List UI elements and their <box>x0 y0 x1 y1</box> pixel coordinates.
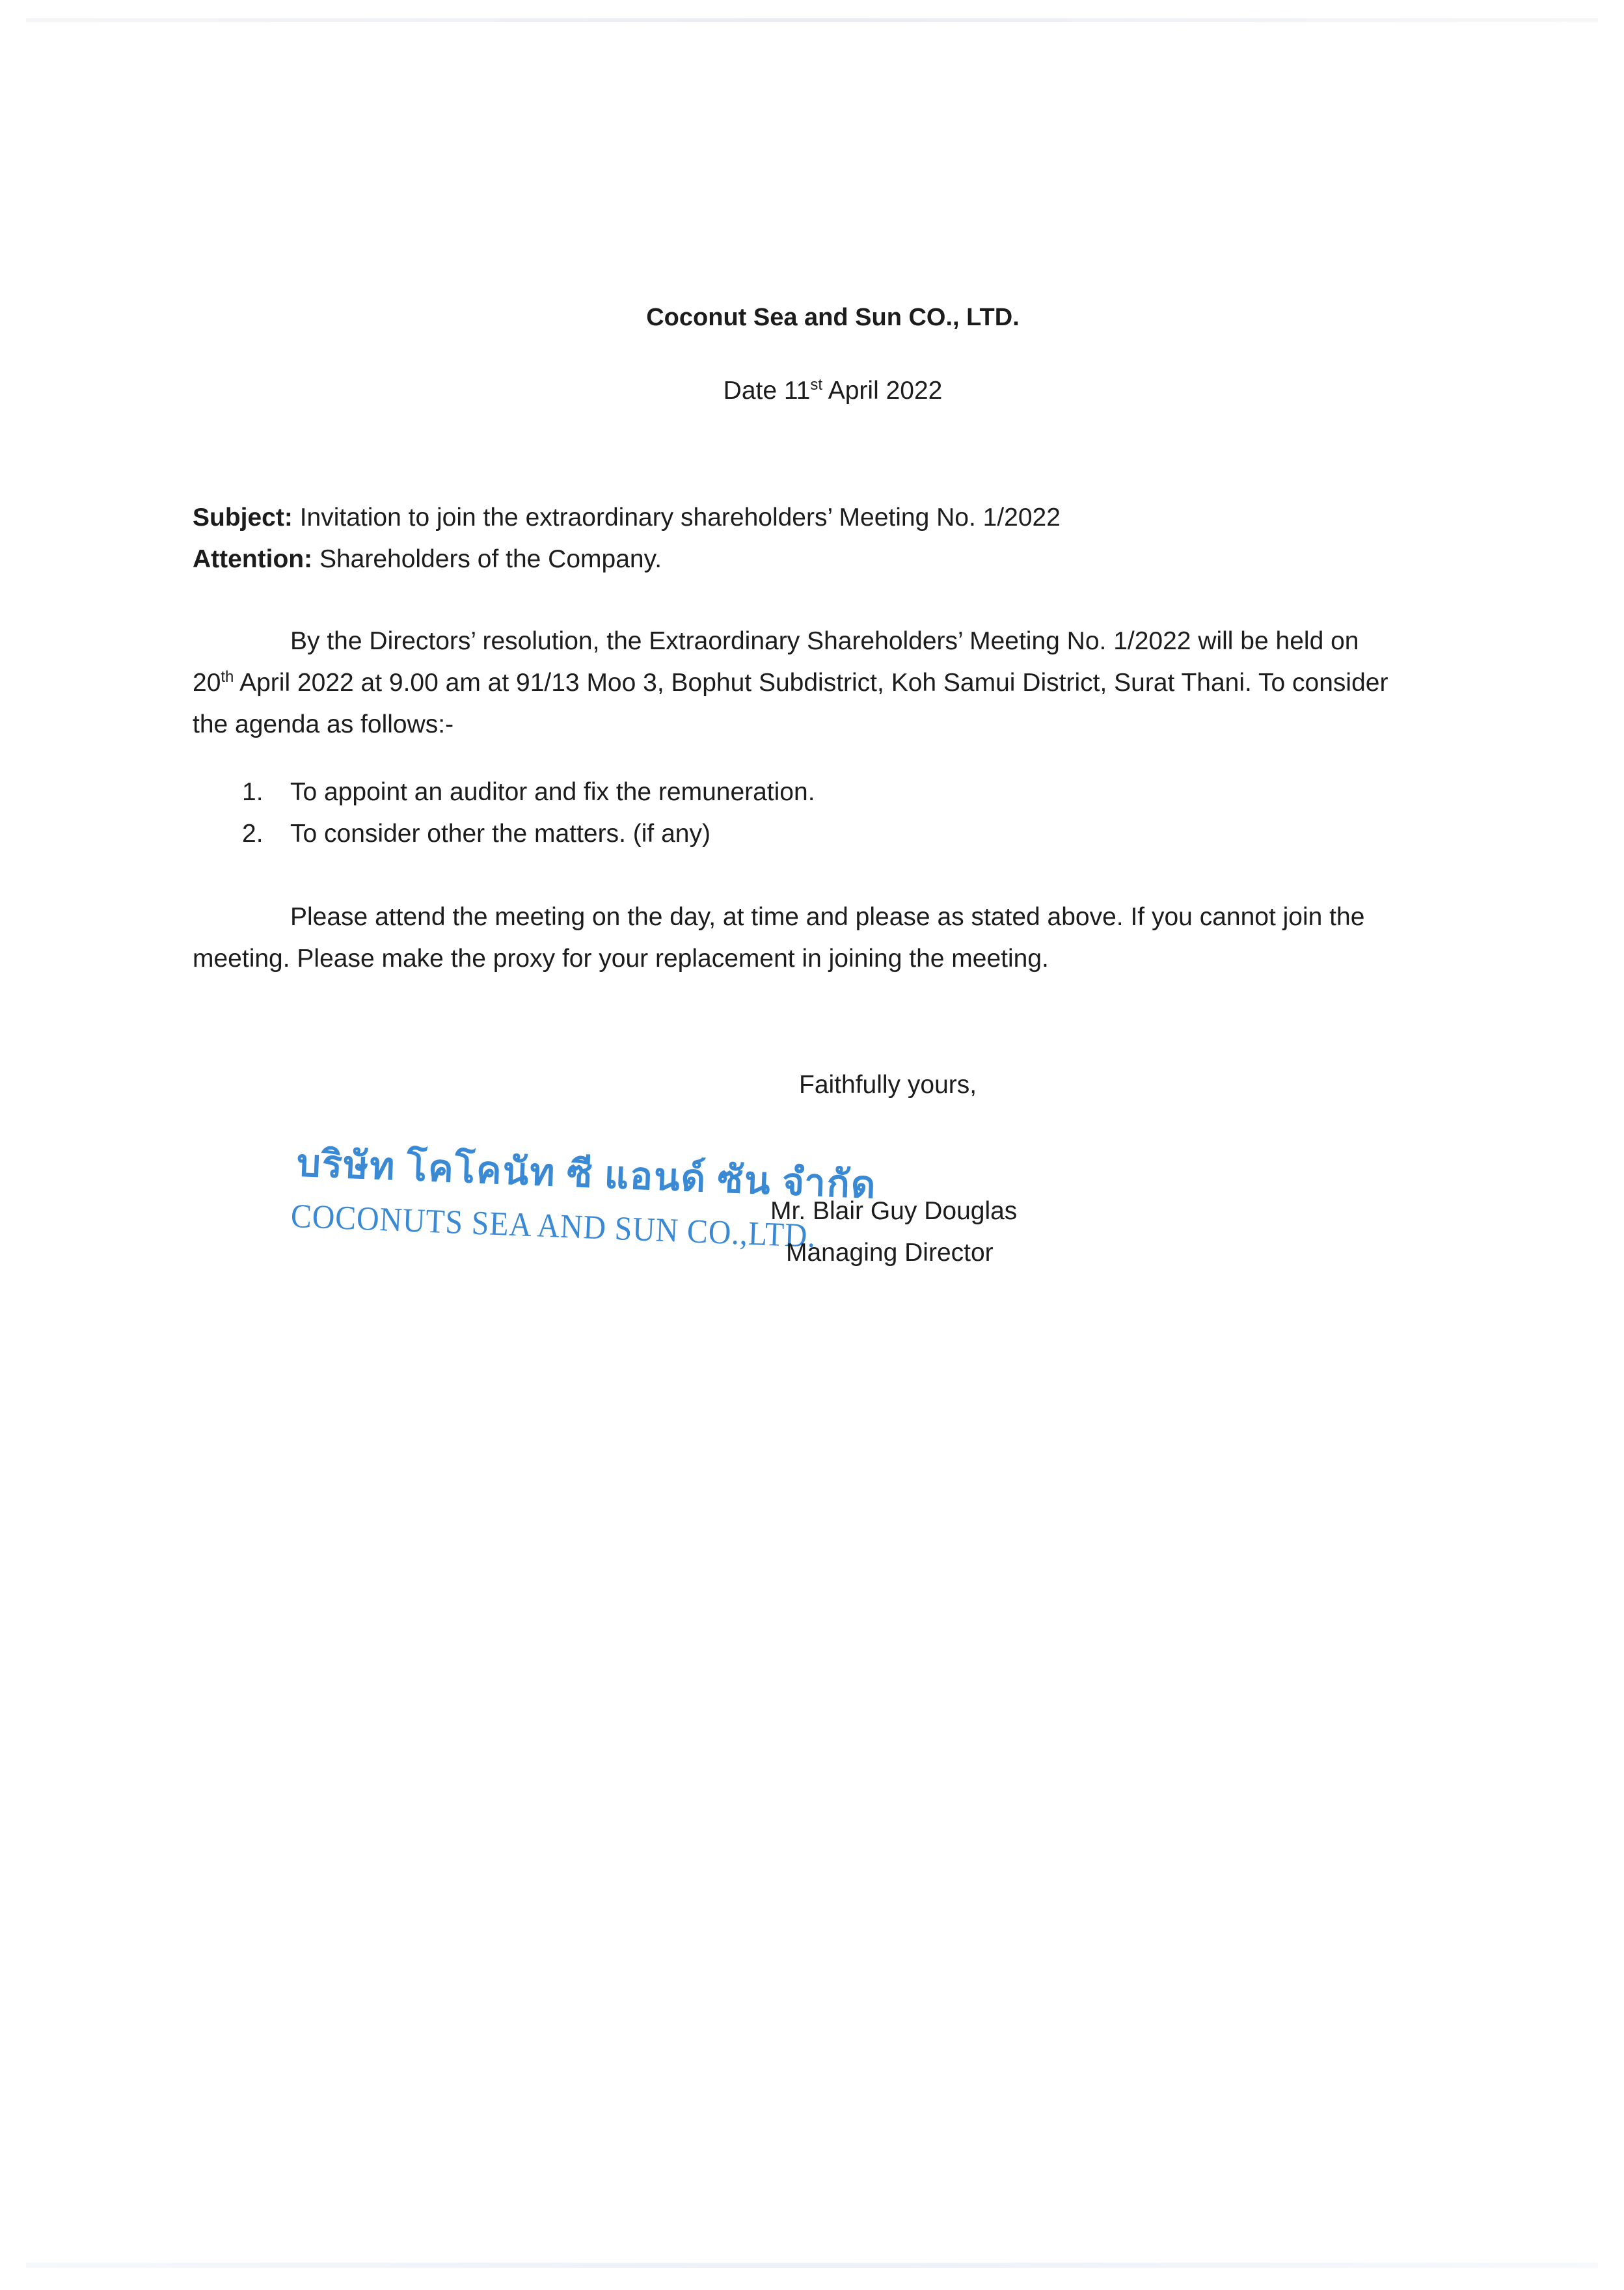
para1-line2 <box>193 666 1388 700</box>
signer-title: Managing Director <box>786 1239 994 1267</box>
attention-label: Attention: <box>193 545 313 573</box>
meeting-day: 20 <box>193 669 221 697</box>
company-name: Coconut Sea and Sun CO., LTD. <box>646 304 1020 331</box>
attention-line <box>193 543 662 576</box>
agenda-item-2-number: 2. <box>242 820 264 848</box>
para1-line1: By the Directors’ resolution, the Extraordinary Shareholders’ Meeting No. 1/2022 will be held on <box>290 627 1359 655</box>
attention-text: Shareholders of the Company. <box>312 545 662 573</box>
subject-label: Subject: <box>193 504 293 532</box>
closing-salutation: Faithfully yours, <box>799 1071 977 1099</box>
scan-edge-top <box>26 18 1598 22</box>
agenda-item-1-text: To appoint an auditor and fix the remuneration. <box>290 778 815 806</box>
agenda-item-2-text: To consider other the matters. (if any) <box>290 820 710 848</box>
scan-edge-bottom <box>26 2263 1598 2268</box>
subject-line <box>193 501 1061 535</box>
signer-name: Mr. Blair Guy Douglas <box>770 1197 1018 1225</box>
meeting-day-suffix: th <box>221 668 234 686</box>
date-rest: April 2022 <box>822 377 943 405</box>
para1-line2-rest: April 2022 at 9.00 am at 91/13 Moo 3, Bophut Subdistrict, Koh Samui District, Surat Thani. To consider <box>234 669 1388 697</box>
company-stamp <box>288 1132 878 1302</box>
para2-line2: meeting. Please make the proxy for your replacement in joining the meeting. <box>193 945 1049 973</box>
subject-text: Invitation to join the extraordinary shareholders’ Meeting No. 1/2022 <box>292 504 1061 532</box>
agenda-item-1-number: 1. <box>242 778 264 806</box>
date-ordinal-suffix: st <box>810 376 823 394</box>
company-title <box>0 301 1624 334</box>
stamp-english-text: COCONUTS SEA AND SUN CO.,LTD. <box>290 1197 817 1255</box>
para1-line3: the agenda as follows:- <box>193 710 454 738</box>
date-prefix: Date 11 <box>723 377 811 405</box>
stamp-thai-text: บริษัท โคโคนัท ซี แอนด์ ซัน จำกัด <box>295 1142 878 1207</box>
para2-line1: Please attend the meeting on the day, at time and please as stated above. If you cannot join the <box>290 903 1365 931</box>
date-line <box>0 368 1624 408</box>
